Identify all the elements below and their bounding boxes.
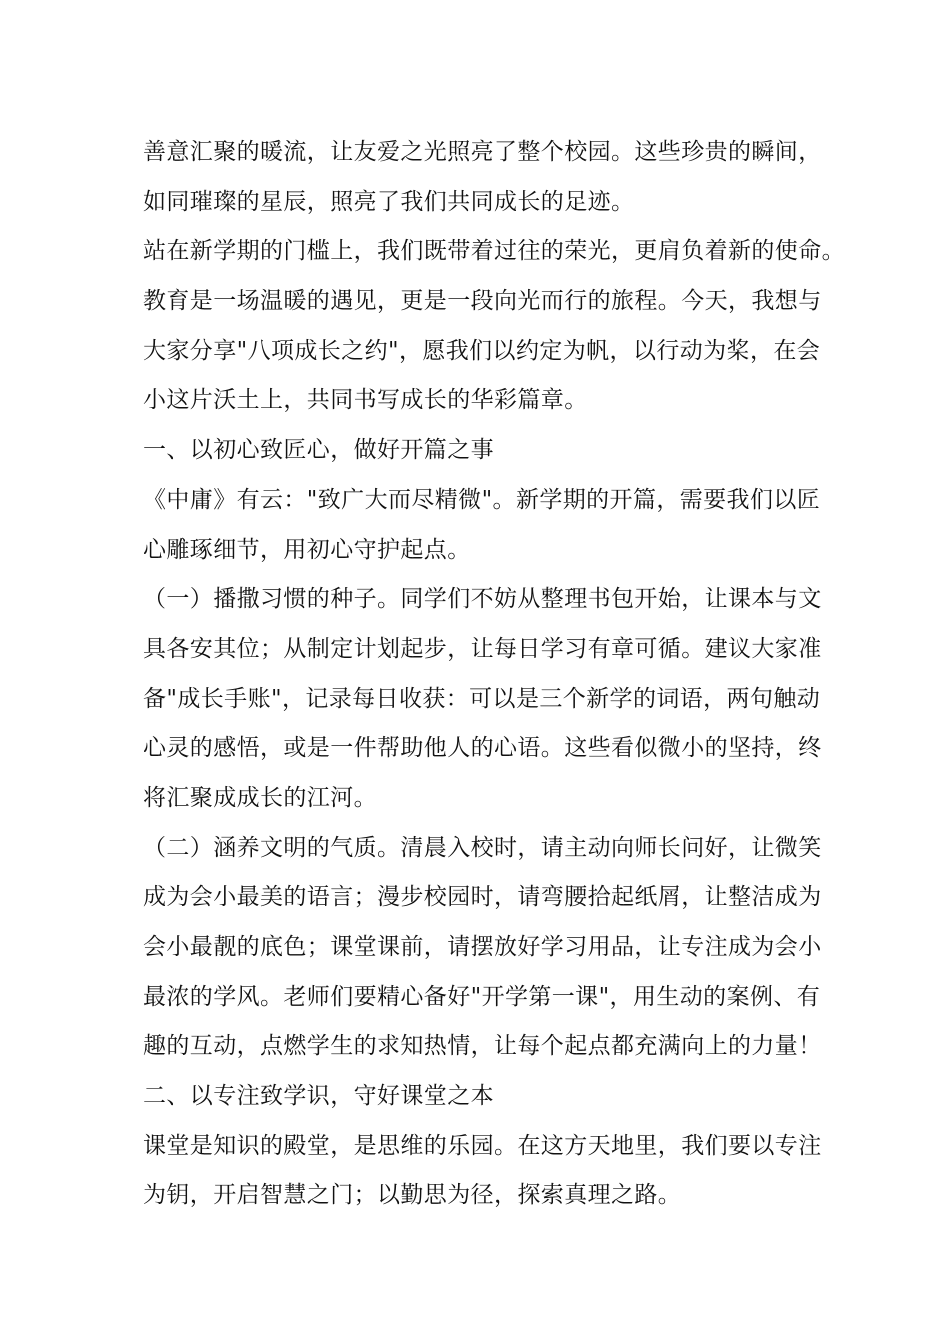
text-line: 小这片沃土上，共同书写成长的华彩篇章。 [143, 387, 588, 414]
text-line: 最浓的学风。老师们要精心备好"开学第一课"，用生动的案例、有 [143, 983, 821, 1010]
section-heading: 二、以专注致学识，守好课堂之本 [143, 1083, 494, 1110]
text-line: 备"成长手账"，记录每日收获：可以是三个新学的词语，两句触动 [143, 685, 821, 712]
text-line: （一）播撒习惯的种子。同学们不妨从整理书包开始，让课本与文 [143, 586, 822, 613]
text-line: 心雕琢细节，用初心守护起点。 [143, 536, 471, 563]
text-line: 趣的互动，点燃学生的求知热情，让每个起点都充满向上的力量！ [143, 1033, 822, 1060]
text-line: 具各安其位；从制定计划起步，让每日学习有章可循。建议大家准 [143, 635, 822, 662]
text-line: 大家分享"八项成长之约"，愿我们以约定为帆，以行动为桨，在会 [143, 337, 821, 364]
text-line: 会小最靓的底色；课堂课前，请摆放好学习用品，让专注成为会小 [143, 934, 822, 960]
text-line: 课堂是知识的殿堂，是思维的乐园。在这方天地里，我们要以专注 [143, 1132, 822, 1159]
text-line: 心灵的感悟，或是一件帮助他人的心语。这些看似微小的坚持，终 [143, 735, 822, 762]
text-line: 为钥，开启智慧之门；以勤思为径，探索真理之路。 [143, 1182, 682, 1209]
section-heading: 一、以初心致匠心，做好开篇之事 [143, 437, 494, 464]
text-line: 《中庸》有云："致广大而尽精微"。新学期的开篇，需要我们以匠 [143, 486, 821, 513]
text-line: 成为会小最美的语言；漫步校园时，请弯腰拾起纸屑，让整洁成为 [143, 884, 822, 911]
text-line: （二）涵养文明的气质。清晨入校时，请主动向师长问好，让微笑 [143, 834, 822, 861]
document-body [143, 128, 933, 1221]
text-line: 如同璀璨的星辰，照亮了我们共同成长的足迹。 [143, 188, 635, 215]
text-line: 站在新学期的门槛上，我们既带着过往的荣光，更肩负着新的使命。 [143, 238, 845, 265]
text-line: 教育是一场温暖的遇见，更是一段向光而行的旅程。今天，我想与 [143, 288, 822, 315]
text-line: 将汇聚成成长的江河。 [143, 784, 377, 811]
text-line: 善意汇聚的暖流，让友爱之光照亮了整个校园。这些珍贵的瞬间， [143, 139, 822, 165]
